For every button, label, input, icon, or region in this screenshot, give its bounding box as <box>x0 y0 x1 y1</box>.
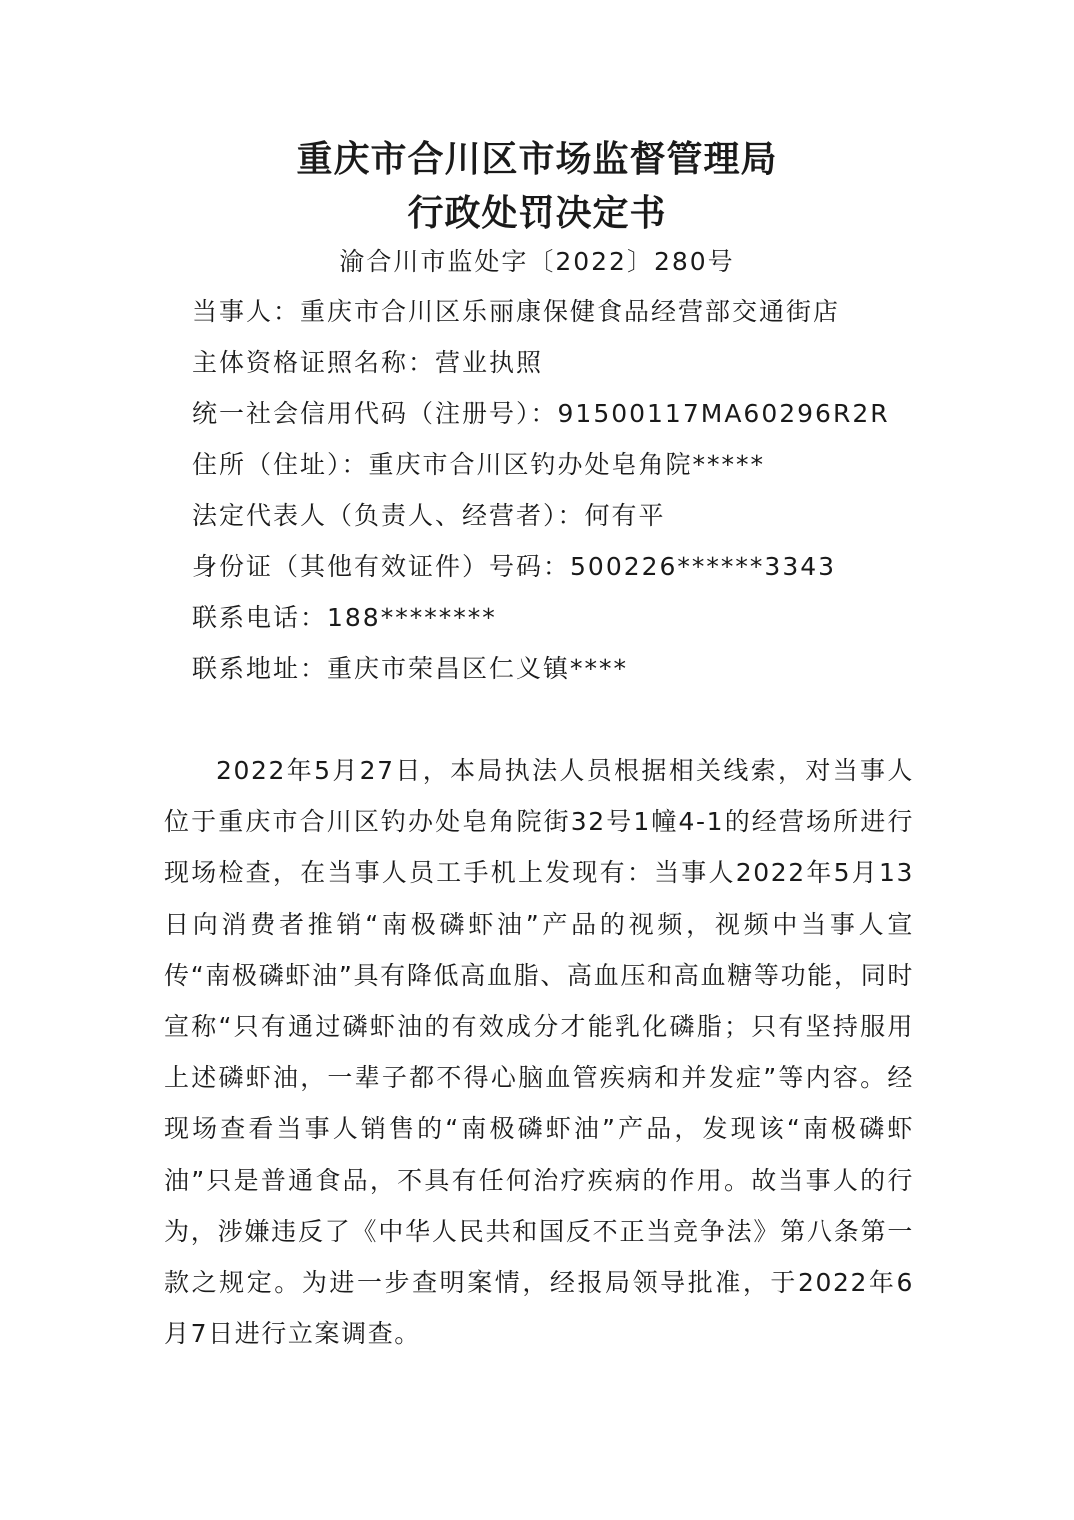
document-type: 行政处罚决定书 <box>407 192 667 234</box>
document-number: 渝合川市监处字〔2022〕280号 <box>339 247 735 276</box>
id-number-row: 身份证（其他有效证件）号码：500226******3343 <box>192 552 837 581</box>
agency-name: 重庆市合川区市场监督管理局 <box>296 138 778 180</box>
credit-code-row: 统一社会信用代码（注册号）：91500117MA60296R2R <box>192 399 890 428</box>
contact-address-row: 联系地址：重庆市荣昌区仁义镇**** <box>192 654 629 683</box>
party-info <box>192 290 952 698</box>
case-facts-paragraph: 2022年5月27日，本局执法人员根据相关线索，对当事人位于重庆市合川区钓办处皂角院街32号1幢4-1的经营场所进行现场检查，在当事人员工手机上发现有：当事人2022年5月13日向消费者推销“南极磷虾油”产品的视频，视频中当事人宣传“南极磷虾油”具有降低高血脂、高血压和高血糖等功能，同时宣称“只有通过磷虾油的有效成分才能乳化磷脂；只有坚持服用上述磷虾油，一辈子都不得心脑血管疾病和并发症”等内容。经现场查看当事人销售的“南极磷虾油”产品，发现该“南极磷虾油”只是普通食品，不具有任何治疗疾病的作用。故当事人的行为，涉嫌违反了《中华人民共和国反不正当竞争法》第八条第一款之规定。为进一步查明案情，经报局领导批准，于2022年6月7日进行立案调查。 <box>164 756 914 1349</box>
party-name-row: 当事人：重庆市合川区乐丽康保健食品经营部交通街店 <box>192 297 841 326</box>
address-row: 住所（住址）：重庆市合川区钓办处皂角院***** <box>192 450 766 479</box>
phone-row: 联系电话：188******** <box>192 603 497 632</box>
document-title <box>0 132 1074 240</box>
license-type-row: 主体资格证照名称：营业执照 <box>192 348 544 377</box>
legal-representative-row: 法定代表人（负责人、经营者）：何有平 <box>192 501 666 530</box>
